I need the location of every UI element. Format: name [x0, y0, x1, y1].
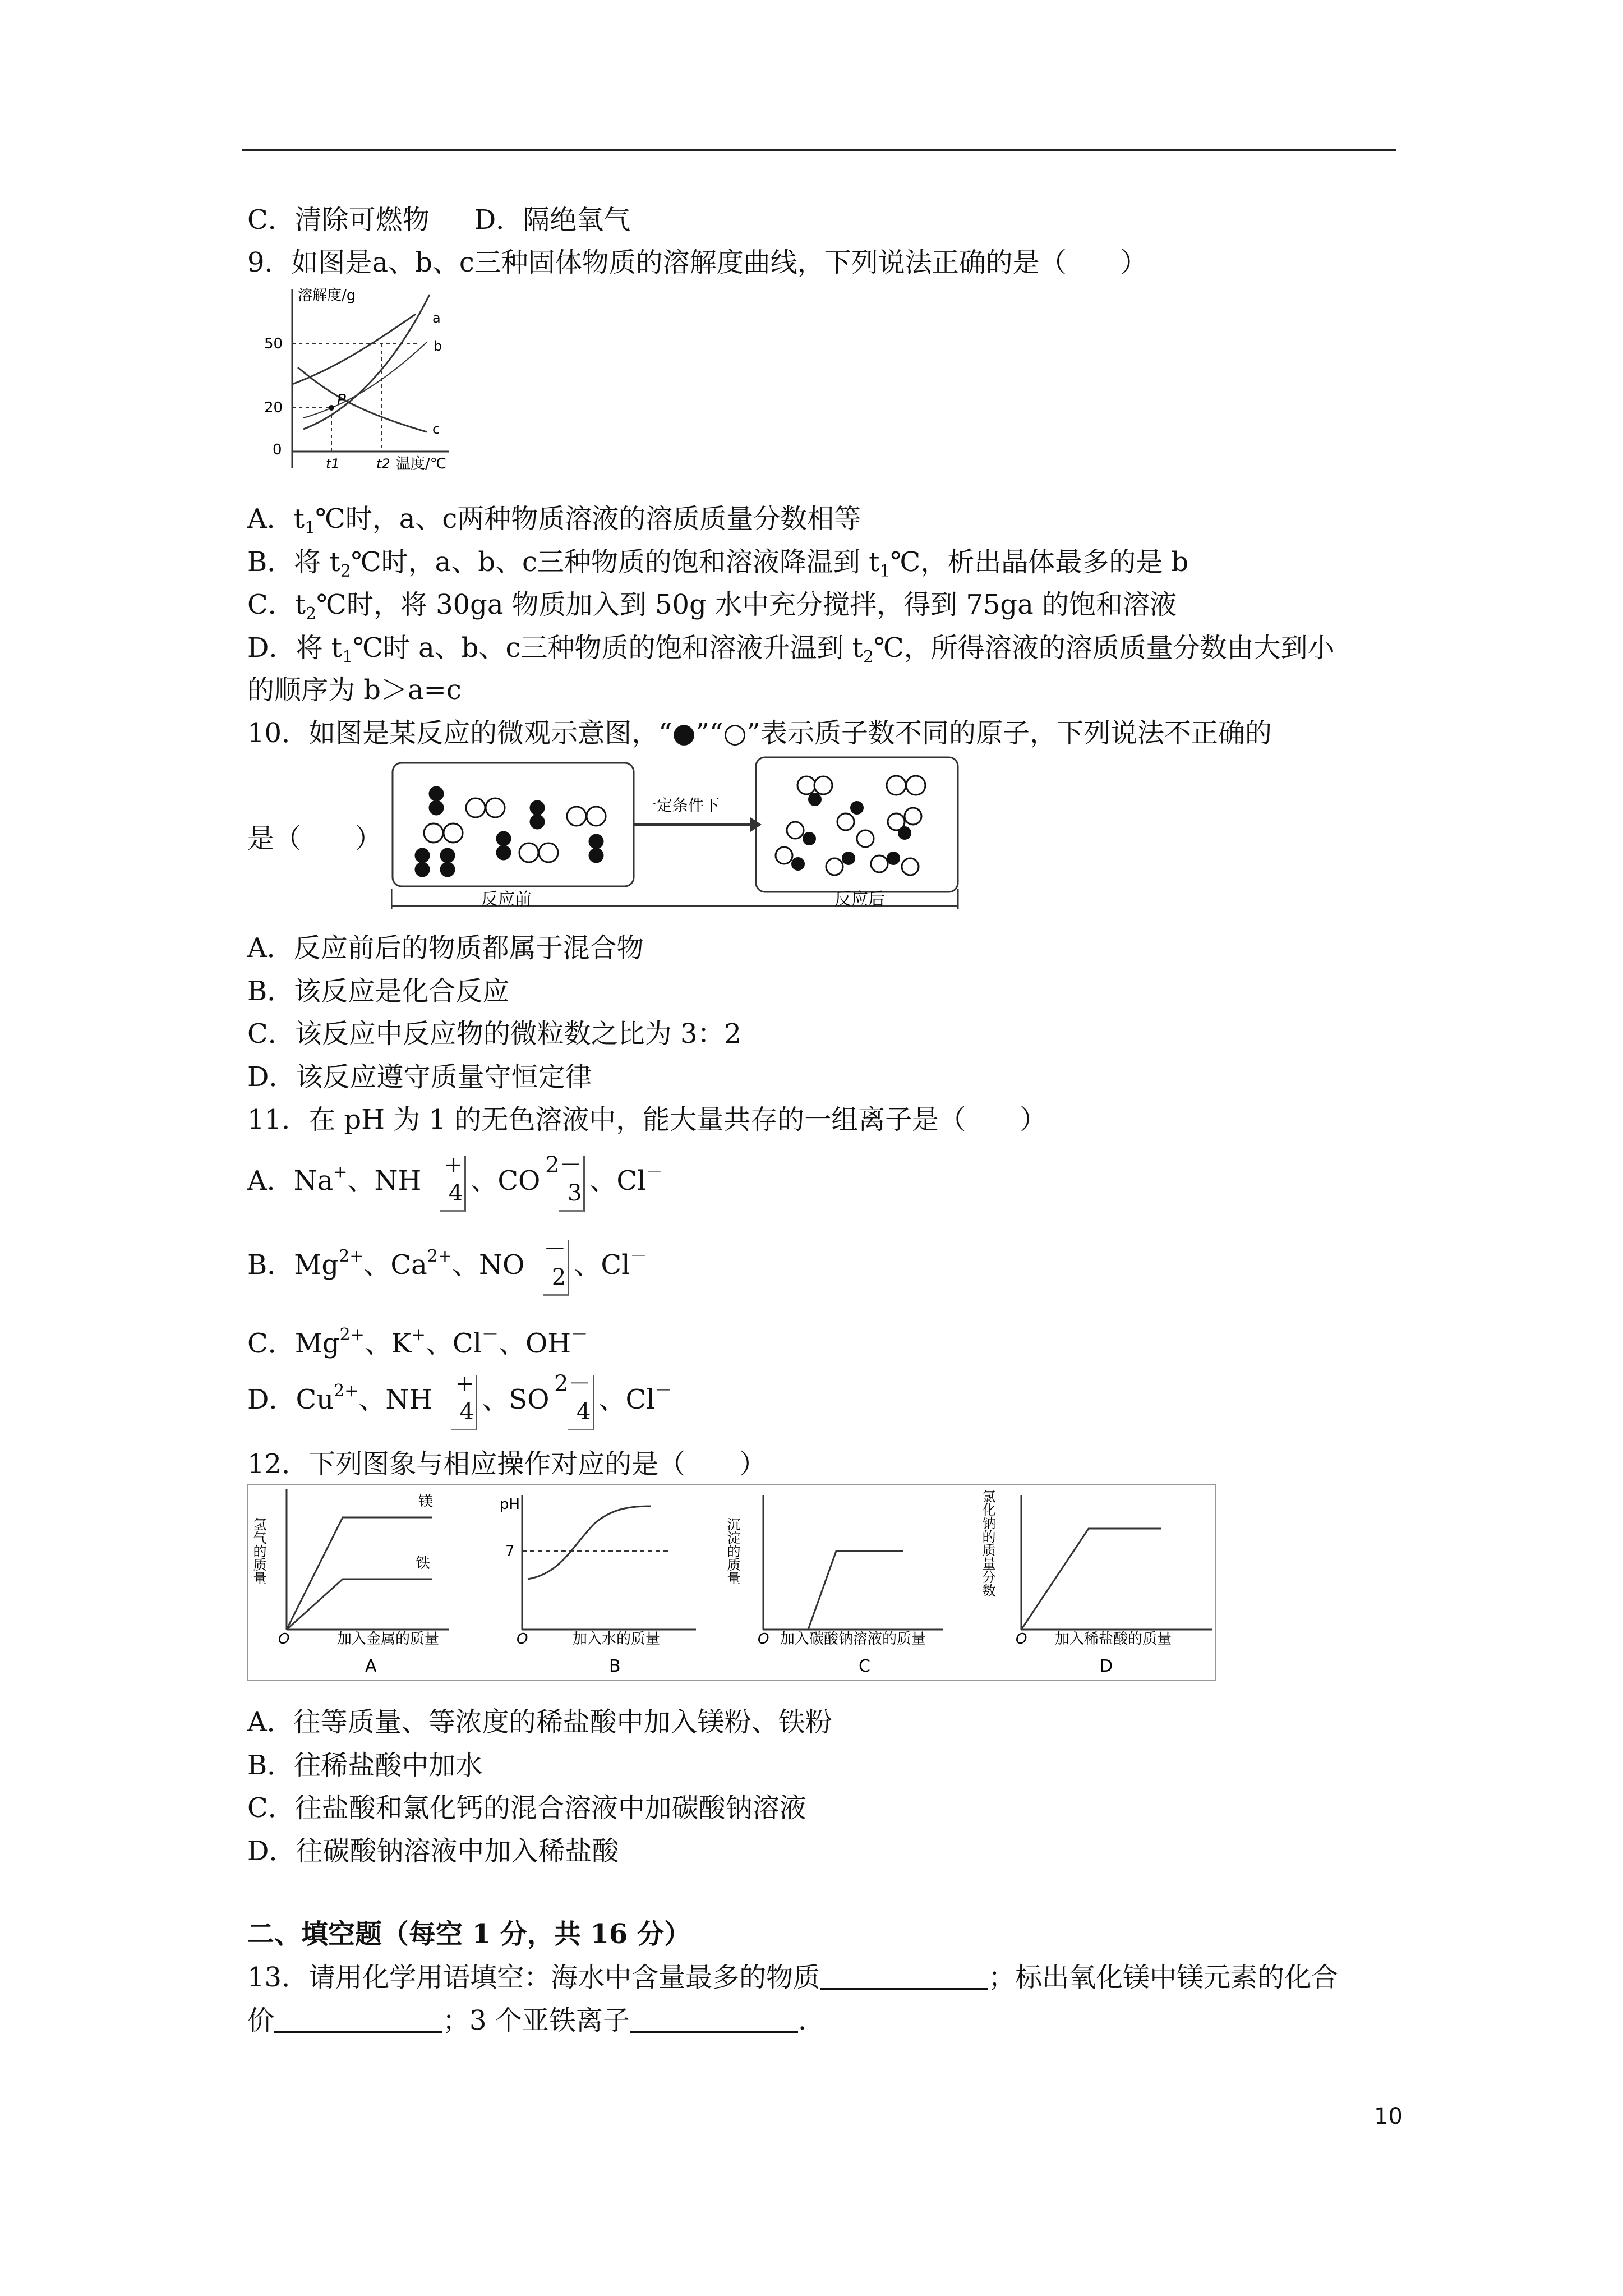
q10-option-d: D．该反应遵守质量守恒定律 [247, 1061, 592, 1093]
svg-text:氢气的质量: 氢气的质量 [251, 1517, 266, 1585]
curve-a-label: a [432, 310, 441, 326]
svg-text:O: O [1016, 1631, 1027, 1648]
condition-label: 一定条件下 [641, 796, 720, 815]
q11-option-a: A．Na+、NH + 4 、CO 2－ 3 、Cl－ [247, 1156, 663, 1210]
svg-text:pH: pH [500, 1496, 520, 1513]
q9-option-d-line2: 的顺序为 b＞a=c [247, 674, 462, 706]
q8-option-d: D．隔绝氧气 [474, 204, 631, 236]
q13-blank-2[interactable] [274, 2007, 442, 2033]
q11-option-c: C．$Mg^{2+}$、K+、Cl－、OH－ [247, 1325, 588, 1359]
q9-stem: 9．如图是a、b、c三种固体物质的溶解度曲线，下列说法正确的是（ ） [247, 247, 1147, 278]
q12-option-d: D．往碳酸钠溶液中加入稀盐酸 [247, 1835, 619, 1867]
q10-option-b: B．该反应是化合反应 [247, 976, 510, 1007]
q13-line1: 13．请用化学用语填空：海水中含量最多的物质 ；标出氧化镁中镁元素的化合 [247, 1962, 1339, 1993]
curve-b-label: b [434, 338, 442, 354]
nacl-curve [1021, 1529, 1161, 1630]
graph-c [725, 1495, 943, 1676]
fe-label: 铁 [416, 1555, 431, 1572]
mg-label: 镁 [418, 1493, 434, 1510]
q10-stem-2: 是（ ） [247, 823, 382, 854]
q9-option-b: B．将 $t_2℃$时，a、b、c三种物质的饱和溶液降温到 $t_1℃$，析出晶体最多的是 b [247, 546, 1189, 581]
svg-text:O: O [278, 1631, 290, 1648]
svg-text:加入稀盐酸的质量: 加入稀盐酸的质量 [1055, 1631, 1172, 1648]
svg-text:B: B [609, 1657, 621, 1676]
svg-text:D: D [1100, 1657, 1113, 1676]
point-p [329, 405, 334, 411]
svg-text:A: A [365, 1657, 377, 1676]
q8-options-cd [247, 203, 630, 237]
q12-option-c: C．往盐酸和氯化钙的混合溶液中加碳酸钠溶液 [247, 1792, 806, 1824]
q11-stem: 11．在 pH 为 1 的无色溶液中，能大量共存的一组离子是（ ） [247, 1104, 1047, 1135]
page-number: 10 [1374, 2104, 1403, 2129]
x-axis-label: 温度/℃ [396, 455, 446, 472]
graph-d [980, 1489, 1212, 1676]
q13-line2: 价 ；3 个亚铁离子 . [247, 2005, 807, 2036]
q12-option-a: A．往等质量、等浓度的稀盐酸中加入镁粉、铁粉 [247, 1706, 832, 1738]
svg-text:7: 7 [505, 1543, 515, 1559]
solubility-curve-figure [247, 283, 466, 474]
curve-b [303, 342, 427, 418]
svg-text:加入金属的质量: 加入金属的质量 [337, 1631, 440, 1648]
svg-text:沉淀的质量: 沉淀的质量 [725, 1517, 740, 1585]
y-axis-label: 溶解度/g [298, 287, 356, 304]
q12-option-b: B．往稀盐酸中加水 [247, 1750, 483, 1781]
precipitate-curve [808, 1551, 903, 1630]
reaction-micro-diagram [391, 754, 963, 912]
q12-stem: 12．下列图象与相应操作对应的是（ ） [247, 1448, 767, 1480]
header-rule [242, 149, 1396, 151]
q10-option-c: C．该反应中反应物的微粒数之比为 3：2 [247, 1018, 742, 1050]
q12-graphs-figure [247, 1484, 1218, 1683]
svg-text:O: O [758, 1631, 769, 1648]
graph-b [500, 1495, 696, 1676]
svg-text:加入水的质量: 加入水的质量 [573, 1631, 661, 1648]
svg-text:氯化钠的质量分数: 氯化钠的质量分数 [980, 1489, 995, 1597]
q11-option-b: B．$Mg^{2+}$、$Ca^{2+}$、NO － 2 、Cl－ [247, 1240, 647, 1294]
before-label: 反应前 [481, 890, 532, 909]
y-tick-20: 20 [264, 399, 283, 416]
q13-blank-1[interactable] [820, 1963, 988, 1990]
q9-option-d: D．将 $t_1℃$时 a、b、c三种物质的饱和溶液升温到 $t_2℃$，所得溶液的溶质质量分数由大到小 [247, 632, 1335, 667]
q10-stem: 10．如图是某反应的微观示意图，“●”“○”表示质子数不同的原子，下列说法不正确的 [247, 717, 1272, 749]
curve-mg [287, 1517, 432, 1630]
q9-option-c: C．$t_2℃$时，将 30ga 物质加入到 50g 水中充分搅拌，得到 75ga 的饱和溶液 [247, 589, 1177, 624]
after-label: 反应后 [834, 890, 885, 909]
y-tick-50: 50 [264, 335, 283, 352]
svg-text:C: C [859, 1657, 870, 1676]
svg-text:加入碳酸钠溶液的质量: 加入碳酸钠溶液的质量 [780, 1631, 926, 1648]
ph-curve [528, 1506, 651, 1579]
q9-option-a: A．$t_1℃$时，a、c两种物质溶液的溶质质量分数相等 [247, 503, 861, 538]
q11-option-d: D．$Cu^{2+}$、NH + 4 、SO 2－ 4 、Cl－ [247, 1374, 672, 1429]
svg-text:O: O [517, 1631, 528, 1648]
y-tick-0: 0 [273, 441, 282, 458]
curve-a [303, 295, 430, 429]
after-box [756, 757, 958, 892]
q10-option-a: A．反应前后的物质都属于混合物 [247, 932, 644, 964]
graph-a [251, 1489, 449, 1676]
point-p-label: P [337, 392, 346, 408]
x-tick-t2: t2 [376, 456, 390, 472]
curve-c-label: c [432, 421, 440, 437]
q13-blank-3[interactable] [630, 2007, 798, 2033]
section2-heading: 二、填空题（每空 1 分，共 16 分） [247, 1918, 691, 1950]
q8-option-c: C．清除可燃物 [247, 204, 430, 236]
x-tick-t1: t1 [326, 456, 340, 472]
